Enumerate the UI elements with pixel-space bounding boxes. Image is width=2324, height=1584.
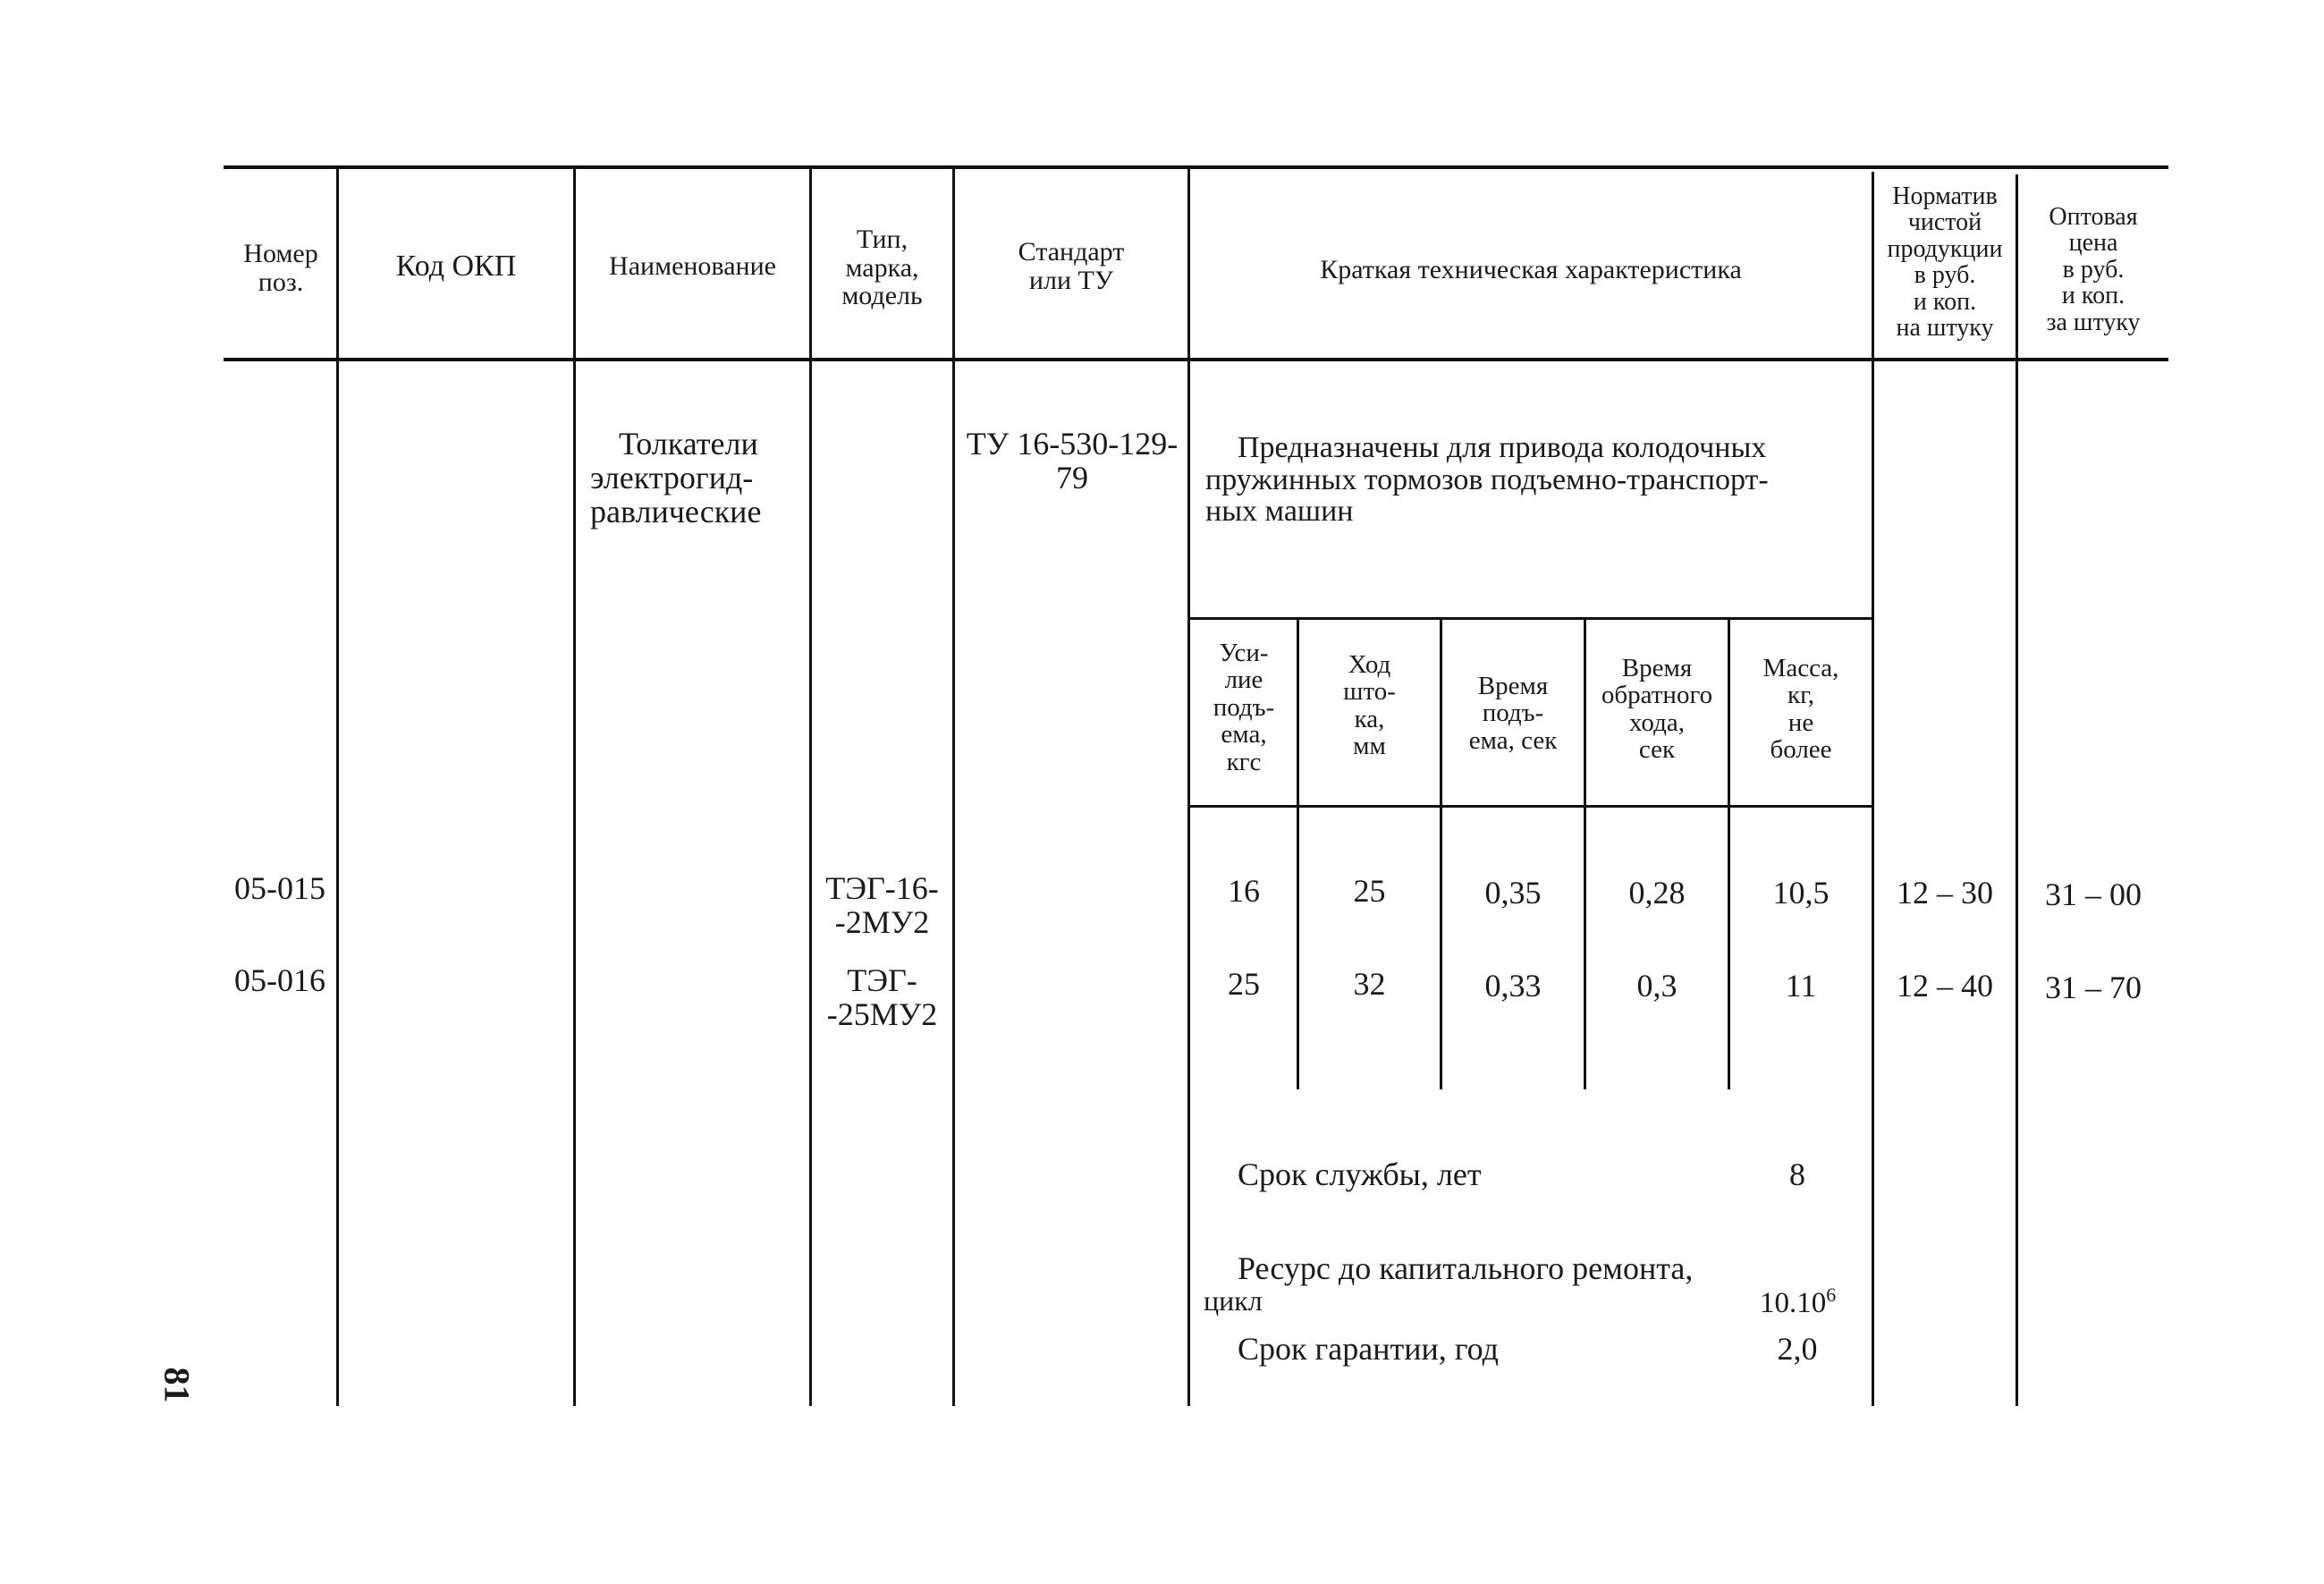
subheader-return-time: Время обратного хода, сек [1601,654,1713,765]
subtable-bottom-rule [1189,805,1872,808]
service-life-label: Срок службы, лет [1238,1156,1482,1192]
header-type: Тип, марка, модель [841,224,923,310]
table-row-force: 25 [1228,966,1260,1002]
subtable-top-rule [1189,617,1872,620]
table-row-type: ТЭГ- -25МУ2 [826,962,938,1032]
header-price: Оптовая цена в руб. и коп. за штуку [2046,203,2141,336]
subheader-lift-time: Время подъ- ема, сек [1468,672,1558,755]
table-row-mass: 10,5 [1772,875,1830,911]
col-line-5 [1187,167,1190,1406]
table-row-stroke: 32 [1353,966,1386,1002]
subheader-mass: Масса, кг, не более [1762,654,1839,765]
table-row-force: 16 [1228,873,1260,909]
table-row-pos: 05-016 [234,962,325,998]
header-norm: Норматив чистой продукции в руб. и коп. на штуку [1887,182,2003,342]
table-row-price: 31 – 00 [2045,877,2142,912]
table-row-lift-time: 0,35 [1484,875,1542,911]
table-row-mass: 11 [1785,968,1817,1004]
table-row-pos: 05-015 [234,870,325,906]
col-line-7 [2016,174,2018,1406]
table-row-norm: 12 – 30 [1897,875,1993,911]
col-line-6 [1872,172,1874,1406]
product-name: Толкатели электрогид- равлические [590,426,762,529]
table-row-return-time: 0,28 [1628,875,1686,911]
header-pos: Номер поз. [243,239,318,297]
resource-value: 10.10$^6$ [1760,1283,1837,1319]
col-line-2 [573,167,576,1406]
table-row-lift-time: 0,33 [1484,968,1542,1004]
product-standard: ТУ 16-530-129- 79 [966,426,1179,496]
col-line-3 [809,167,812,1406]
subheader-force: Уси- лие подъ- ема, кгс [1213,639,1275,776]
page-number: 81 [156,1367,198,1403]
col-line-1 [336,167,339,1406]
service-life-value: 8 [1789,1156,1805,1192]
header-okp: Код ОКП [395,250,517,283]
resource-label: Ресурс до капитального ремонта, цикл [1204,1250,1694,1317]
table-row-norm: 12 – 40 [1897,968,1993,1004]
col-line-4 [952,167,955,1406]
header-bottom-rule [224,358,2168,361]
header-name: Наименование [609,251,776,281]
table-row-stroke: 25 [1353,873,1386,909]
warranty-value: 2,0 [1777,1331,1818,1367]
header-standard: Стандарт или ТУ [1018,237,1125,295]
table-row-price: 31 – 70 [2045,970,2142,1005]
product-purpose: Предназначены для привода колодочных пружинных тормозов подъемно-транспорт- ных машин [1205,431,1769,529]
header-tech: Краткая техническая характеристика [1320,255,1742,284]
warranty-label: Срок гарантии, год [1238,1331,1499,1367]
table-row-type: ТЭГ-16- -2МУ2 [825,870,939,940]
top-rule [224,165,2168,169]
table-row-return-time: 0,3 [1636,968,1678,1004]
subheader-stroke: Ход што- ка, мм [1343,650,1396,761]
